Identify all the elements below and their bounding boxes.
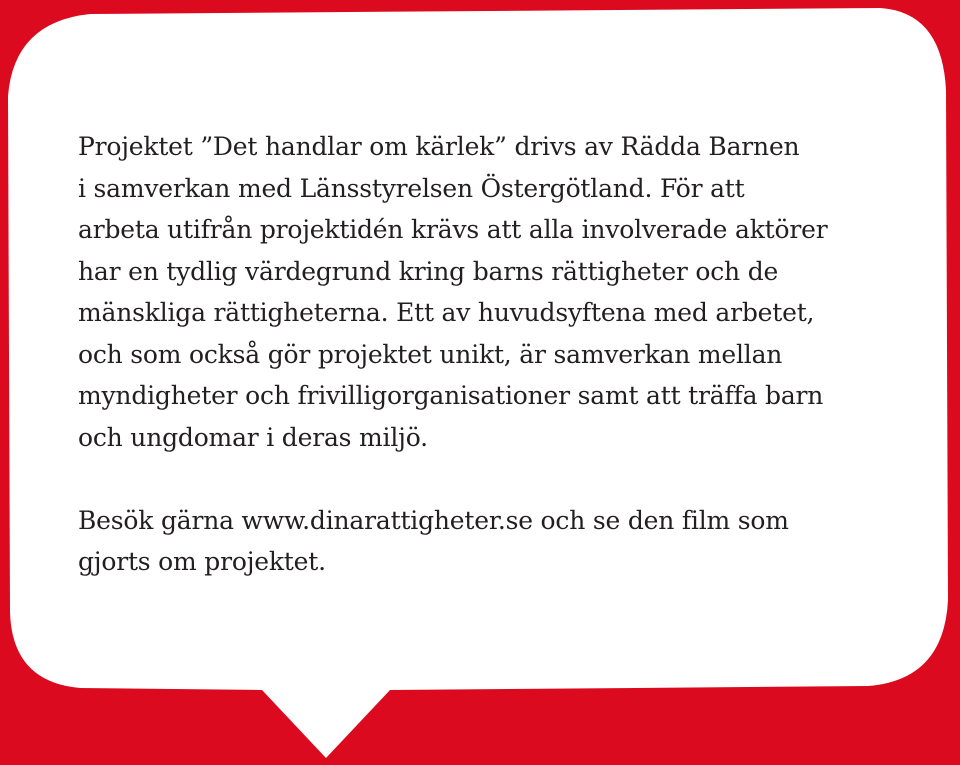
text-line: i samverkan med Länsstyrelsen Östergötland. För att <box>78 173 745 203</box>
text-line: har en tydlig värdegrund kring barns rättigheter och de <box>78 256 779 286</box>
body-text <box>78 126 918 583</box>
paragraph-visit <box>78 500 918 583</box>
text-line: Projektet ”Det handlar om kärlek” drivs av Rädda Barnen <box>78 132 800 161</box>
text-line: mänskliga rättigheterna. Ett av huvudsyftena med arbetet, <box>78 298 815 327</box>
text-line: Besök gärna www.dinarattigheter.se och se den film som <box>78 505 789 535</box>
text-line: och ungdomar i deras miljö. <box>78 422 428 452</box>
paragraph-spacer <box>78 458 918 500</box>
text-line: och som också gör projektet unikt, är samverkan mellan <box>78 339 783 369</box>
text-line: gjorts om projektet. <box>78 547 326 576</box>
paragraph-intro <box>78 126 918 458</box>
text-line: arbeta utifrån projektidén krävs att alla involverade aktörer <box>78 215 828 244</box>
text-line: myndigheter och frivilligorganisationer samt att träffa barn <box>78 381 824 410</box>
